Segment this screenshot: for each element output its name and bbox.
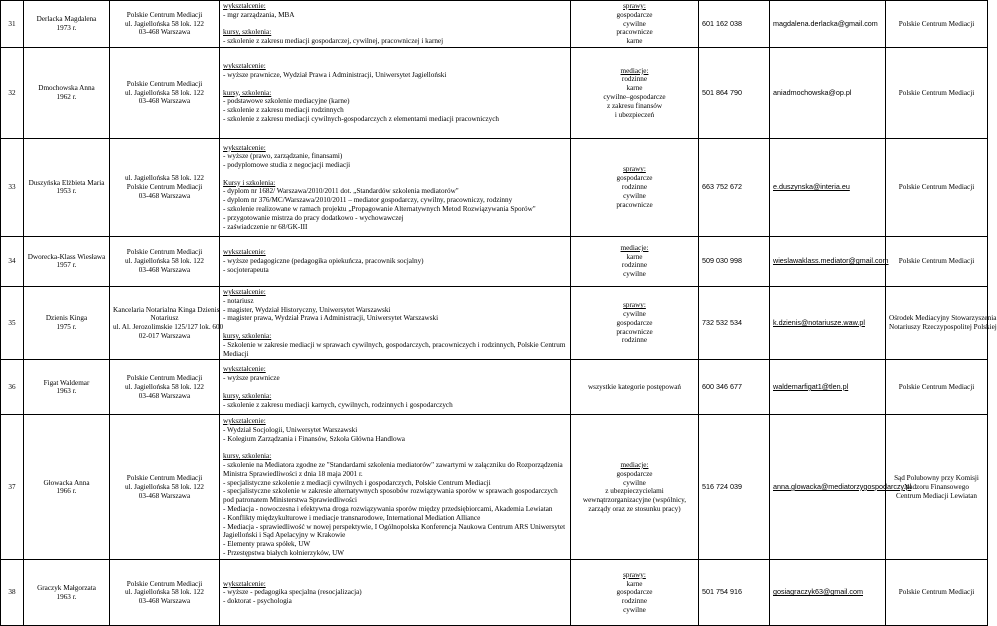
qualifications-cell: [220, 360, 571, 415]
address-line: ul. Jagiellońska 58 lok. 122: [124, 88, 205, 97]
case-type: cywilne–gospodarcze: [603, 92, 666, 101]
case-type: karne: [626, 37, 643, 46]
qualifications-cell: [220, 138, 571, 236]
case-type: rodzinne: [621, 597, 648, 606]
table-row: [1, 286, 988, 359]
case-type: gospodarcze: [616, 10, 653, 19]
organization-line: Polskie Centrum Mediacji: [898, 382, 975, 391]
organization-line: Polskie Centrum Mediacji: [898, 183, 975, 192]
birth-year: 1963 r.: [56, 592, 77, 601]
phone-cell: [699, 236, 770, 286]
row-number: 34: [8, 257, 16, 266]
spacer: [223, 443, 567, 452]
qualifications-cell: [220, 47, 571, 138]
row-number: 38: [8, 588, 16, 597]
mediator-name: Graczyk Małgorzata: [37, 584, 96, 593]
organization-cell: [886, 1, 988, 48]
row-number: 36: [8, 382, 16, 391]
row-number: 32: [8, 88, 16, 97]
address-line: Polskie Centrum Mediacji: [126, 579, 203, 588]
course-item: - szkolenie z zakresu mediacji karnych, cywilnych, rodzinnych i gospodarczych: [223, 400, 453, 409]
row-number-cell: [1, 560, 24, 626]
course-item: - szkolenie na Mediatora zgodne ze "Standardami szkolenia mediatorów" zawartymi w załączniku do Rozporządzenia Ministra Sprawiedliwości z dnia 18 maja 2001 r.: [223, 460, 563, 478]
table-row: [1, 415, 988, 560]
email-link[interactable]: anna.glowacka@mediatorzygospodarczy.pl: [773, 481, 912, 491]
address-line: 02-017 Warszawa: [138, 331, 191, 340]
case-type: cywilne: [623, 270, 646, 279]
organization-cell: [886, 286, 997, 359]
birth-year: 1962 r.: [56, 92, 77, 101]
organization-line: Nadzoru Finansowego: [904, 482, 969, 491]
address-line: Polskie Centrum Mediacji: [126, 474, 203, 483]
case-type: wewnątrzorganizacyjne (wspólnicy,: [582, 496, 687, 505]
case-type: cywilne: [623, 606, 646, 615]
organization-cell: [886, 47, 988, 138]
birth-year: 1963 r.: [56, 387, 77, 396]
email-cell: [770, 1, 886, 48]
birth-year: 1957 r.: [56, 261, 77, 270]
email-cell: [770, 47, 886, 138]
email-cell: [770, 138, 886, 236]
phone-number: 601 162 038: [702, 18, 742, 28]
course-item: - specjalistyczne szkolenie z mediacji cywilnych i gospodarczych, Polskie Centrum Mediacji: [223, 478, 491, 487]
row-number: 37: [8, 482, 16, 491]
phone-number: 509 030 998: [702, 256, 742, 266]
case-type: rodzinne: [621, 261, 648, 270]
address-cell: [110, 47, 220, 138]
row-number: 33: [8, 183, 16, 192]
phone-cell: [699, 1, 770, 48]
education-item: - doktorat - psychologia: [223, 597, 292, 606]
qualifications-cell: [220, 415, 571, 560]
address-line: 03-468 Warszawa: [138, 597, 191, 606]
qualifications-cell: [220, 236, 571, 286]
phone-number: 663 752 672: [702, 182, 742, 192]
mediator-name: Duszyńska Elżbieta Maria: [28, 178, 105, 187]
organization-line: Polskie Centrum Mediacji: [898, 588, 975, 597]
case-type: z zakresu finansów: [606, 101, 663, 110]
education-label: wykształcenie:: [223, 143, 266, 152]
email-link[interactable]: k.dzienis@notariusze.waw.pl: [773, 317, 865, 327]
phone-number: 732 532 534: [702, 317, 742, 327]
email-cell: [770, 286, 886, 359]
education-label: wykształcenie:: [223, 416, 266, 425]
case-types-cell: [571, 138, 699, 236]
course-item: - szkolenie realizowane w ramach projektu „Propagowanie Alternatywnych Metod Rozwiązywania Sporów": [223, 205, 536, 214]
email-link[interactable]: waldemarfigat1@tlen.pl: [773, 381, 849, 391]
row-number-cell: [1, 286, 24, 359]
phone-number: 600 346 677: [702, 381, 742, 391]
organization-cell: [886, 360, 988, 415]
education-label: wykształcenie:: [223, 62, 266, 71]
birth-year: 1973 r.: [56, 23, 77, 32]
qualifications-cell: [220, 286, 571, 359]
course-item: - dyplom nr 376/MC/Warszawa/2010/2011 – mediator gospodarczy, cywilny, pracowniczy, rodzinny: [223, 196, 513, 205]
case-types-label: mediacje:: [620, 460, 649, 469]
row-number-cell: [1, 415, 24, 560]
row-number-cell: [1, 360, 24, 415]
case-types-cell: [571, 360, 699, 415]
case-types-cell: [571, 415, 699, 560]
address-line: Polskie Centrum Mediacji: [126, 183, 203, 192]
education-label: wykształcenie:: [223, 287, 266, 296]
case-type: rodzinne: [621, 75, 648, 84]
education-label: wykształcenie:: [223, 579, 266, 588]
case-type: wszystkie kategorie postępowań: [587, 382, 681, 391]
table-row: [1, 560, 988, 626]
course-item: - specjalistyczne szkolenie w zakresie alternatywnych sposobów rozwiązywania sporów w sprawach gospodarczych pod patronatem Ministerstwa Sprawiedliwości: [223, 487, 558, 505]
name-cell: [24, 360, 110, 415]
address-line: ul. Al. Jerozolimskie 125/127 lok. 600: [113, 323, 224, 332]
course-item: - Mediacja - nowoczesna i efektywna droga rozwiązywania sporów między przedsiębiorcami, Akademia Lewiatan: [223, 504, 553, 513]
name-cell: [24, 1, 110, 48]
address-line: ul. Jagiellońska 58 lok. 122: [124, 482, 205, 491]
case-type: pracownicze: [616, 200, 653, 209]
address-cell: [110, 415, 220, 560]
table-body: [1, 1, 997, 626]
mediator-name: Dworecka-Klass Wiesława: [27, 252, 106, 261]
case-types-label: sprawy:: [623, 165, 646, 174]
case-type: gospodarcze: [616, 588, 653, 597]
email-cell: [770, 236, 889, 286]
case-type: cywilne: [623, 478, 646, 487]
spacer: [223, 80, 567, 89]
education-label: wykształcenie:: [223, 365, 266, 374]
case-type: cywilne: [623, 309, 646, 318]
address-cell: [110, 138, 220, 236]
address-line: 03-468 Warszawa: [138, 391, 191, 400]
phone-number: 501 754 916: [702, 587, 742, 597]
education-item: - mgr zarządzania, MBA: [223, 10, 295, 19]
spacer: [223, 383, 567, 392]
phone-cell: [699, 360, 770, 415]
case-type: karne: [626, 252, 643, 261]
case-types-cell: [571, 1, 699, 48]
organization-line: Polskie Centrum Mediacji: [898, 257, 975, 266]
address-line: Kancelaria Notarialna Kinga Dzienis: [113, 305, 220, 314]
name-cell: [24, 236, 110, 286]
table-row: [1, 1, 988, 48]
phone-cell: [699, 560, 770, 626]
address-cell: [110, 560, 220, 626]
mediator-name: Derlacka Magdalena: [36, 15, 97, 24]
email-link[interactable]: magdalena.derlacka@gmail.com: [773, 18, 878, 28]
course-item: - dyplom nr 1682/ Warszawa/2010/2011 dot. „Standardów szkolenia mediatorów": [223, 187, 459, 196]
course-item: - podstawowe szkolenie mediacyjne (karne): [223, 97, 350, 106]
education-item: - wyższe pedagogiczne (pedagogika opiekuńcza, pracownik socjalny): [223, 257, 424, 266]
education-item: - Wydział Socjologii, Uniwersytet Warszawski: [223, 425, 358, 434]
phone-cell: [699, 286, 770, 359]
address-line: 03-468 Warszawa: [138, 491, 191, 500]
address-cell: [110, 286, 224, 359]
course-item: - Konflikty międzykulturowe i mediacje transnarodowe, International Mediation Alliance: [223, 513, 481, 522]
phone-cell: [699, 138, 770, 236]
case-types-label: mediacje:: [620, 66, 649, 75]
case-type: karne: [626, 579, 643, 588]
case-type: i ubezpieczeń: [614, 110, 655, 119]
courses-label: kursy, szkolenia:: [223, 28, 272, 37]
course-item: - szkolenie z zakresu mediacji cywilnych-gospodarczych z elementami mediacji pracowniczych: [223, 114, 499, 123]
courses-label: kursy, szkolenia:: [223, 331, 272, 340]
organization-line: Notariuszy Rzeczypospolitej Polskiej: [889, 323, 997, 332]
address-line: ul. Jagiellońska 58 lok. 122: [124, 588, 205, 597]
phone-number: 516 724 039: [702, 481, 742, 491]
row-number-cell: [1, 138, 24, 236]
address-line: 03-468 Warszawa: [138, 28, 191, 37]
case-type: gospodarcze: [616, 174, 653, 183]
address-cell: [110, 236, 220, 286]
organization-line: Sąd Polubowny przy Komisji: [894, 474, 979, 483]
education-item: - Kolegium Zarządzania i Finansów, Szkoła Główna Handlowa: [223, 434, 405, 443]
education-item: - wyższe (prawo, zarządzanie, finansami): [223, 152, 343, 161]
case-types-label: sprawy:: [623, 570, 646, 579]
address-cell: [110, 360, 220, 415]
mediator-name: Dzienis Kinga: [45, 314, 88, 323]
birth-year: 1953 r.: [56, 187, 77, 196]
case-type: gospodarcze: [616, 469, 653, 478]
address-line: 03-468 Warszawa: [138, 97, 191, 106]
birth-year: 1966 r.: [56, 487, 77, 496]
name-cell: [24, 560, 110, 626]
phone-number: 501 864 790: [702, 87, 742, 97]
education-item: - notariusz: [223, 296, 254, 305]
address-cell: [110, 1, 220, 48]
education-item: - wyższe prawnicze: [223, 374, 280, 383]
phone-cell: [699, 415, 770, 560]
course-item: - Mediacja - sprawiedliwość w nowej perspektywie, I Ogólnopolska Konferencja Naukowa Centrum ARS Uniwersytet Jagielloński i Sąd Apelacyjny w Krakowie: [223, 522, 566, 540]
name-cell: [24, 286, 110, 359]
phone-cell: [699, 47, 770, 138]
case-type: pracownicze: [616, 327, 653, 336]
email-link[interactable]: gosiagraczyk63@gmail.com: [773, 587, 863, 597]
courses-label: kursy, szkolenia:: [223, 391, 272, 400]
name-cell: [24, 138, 110, 236]
table-row: [1, 360, 988, 415]
course-item: - zaświadczenie nr 68/GK-III: [223, 222, 308, 231]
course-item: - przygotowanie mistrza do pracy dodatkowo - wychowawczej: [223, 213, 404, 222]
case-type: cywilne: [623, 191, 646, 200]
spacer: [223, 323, 567, 332]
name-cell: [24, 47, 110, 138]
case-types-label: mediacje:: [620, 243, 649, 252]
course-item: - Elementy prawa spółek, UW: [223, 540, 311, 549]
case-type: cywilne: [623, 19, 646, 28]
row-number-cell: [1, 236, 24, 286]
education-item: - wyższe - pedagogika specjalna (resocjalizacja): [223, 588, 362, 597]
case-type: rodzinne: [621, 183, 648, 192]
email-link[interactable]: wieslawaklass.mediator@gmail.com: [773, 256, 889, 266]
courses-label: kursy, szkolenia:: [223, 452, 272, 461]
birth-year: 1975 r.: [56, 323, 77, 332]
case-type: gospodarcze: [616, 318, 653, 327]
education-label: wykształcenie:: [223, 2, 266, 10]
mediator-name: Figat Waldemar: [43, 378, 90, 387]
address-line: Polskie Centrum Mediacji: [126, 248, 203, 257]
courses-label: kursy, szkolenia:: [223, 88, 272, 97]
address-line: Polskie Centrum Mediacji: [126, 10, 203, 19]
address-line: Polskie Centrum Mediacji: [126, 374, 203, 383]
case-types-label: sprawy:: [623, 2, 646, 10]
education-item: - socjoterapeuta: [223, 265, 269, 274]
row-number-cell: [1, 1, 24, 48]
organization-cell: [886, 560, 988, 626]
course-item: - Szkolenie w zakresie mediacji w sprawach cywilnych, gospodarczych, pracowniczych i rodzinnych, Polskie Centrum Mediacji: [223, 340, 566, 358]
email-cell: [770, 415, 912, 560]
table-row: [1, 47, 988, 138]
row-number: 31: [8, 19, 16, 28]
case-type: rodzinne: [621, 336, 648, 345]
email-cell: [770, 560, 886, 626]
organization-line: Ośrodek Mediacyjny Stowarzyszenia: [889, 314, 997, 323]
address-line: Polskie Centrum Mediacji: [126, 79, 203, 88]
row-number: 35: [8, 318, 16, 327]
address-line: ul. Jagiellońska 58 lok. 122: [124, 174, 205, 183]
education-item: - magister, Wydział Historyczny, Uniwersytet Warszawski: [223, 305, 391, 314]
qualifications-cell: [220, 560, 571, 626]
email-link[interactable]: aniadmochowska@op.pl: [773, 87, 852, 97]
case-types-label: sprawy:: [623, 301, 646, 310]
organization-cell: [886, 138, 988, 236]
course-item: - szkolenie z zakresu mediacji rodzinnych: [223, 106, 344, 115]
education-label: wykształcenie:: [223, 248, 266, 257]
name-cell: [24, 415, 110, 560]
address-line: ul. Jagiellońska 58 lok. 122: [124, 19, 205, 28]
organization-line: Centrum Mediacji Lewiatan: [895, 491, 978, 500]
case-type: karne: [626, 84, 643, 93]
organization-cell: [886, 236, 988, 286]
case-types-cell: [571, 236, 699, 286]
address-line: Notariusz: [150, 314, 179, 323]
case-type: pracownicze: [616, 28, 653, 37]
address-line: 03-468 Warszawa: [138, 191, 191, 200]
education-item: - podyplomowe studia z negocjacji mediacji: [223, 161, 351, 170]
qualifications-cell: [220, 1, 571, 48]
case-types-cell: [571, 286, 699, 359]
table-row: [1, 236, 988, 286]
spacer: [223, 20, 567, 29]
email-link[interactable]: e.duszynska@interia.eu: [773, 182, 850, 192]
organization-line: Polskie Centrum Mediacji: [898, 88, 975, 97]
education-item: - wyższe prawnicze, Wydział Prawa i Administracji, Uniwersytet Jagielloński: [223, 70, 447, 79]
case-types-cell: [571, 560, 699, 626]
case-type: zarządy oraz ze stosunku pracy): [588, 504, 681, 513]
mediator-name: Głowacka Anna: [43, 478, 90, 487]
row-number-cell: [1, 47, 24, 138]
organization-line: Polskie Centrum Mediacji: [898, 19, 975, 28]
email-cell: [770, 360, 886, 415]
case-type: z ubezpieczycielami: [605, 487, 664, 496]
spacer: [223, 170, 567, 179]
address-line: 03-468 Warszawa: [138, 265, 191, 274]
address-line: ul. Jagiellońska 58 lok. 122: [124, 382, 205, 391]
courses-label: Kursy i szkolenia:: [223, 178, 276, 187]
mediator-name: Dmochowska Anna: [38, 84, 95, 93]
course-item: - Przestępstwa białych kołnierzyków, UW: [223, 548, 345, 557]
address-line: ul. Jagiellońska 58 lok. 122: [124, 257, 205, 266]
case-types-cell: [571, 47, 699, 138]
course-item: - szkolenie z zakresu mediacji gospodarczej, cywilnej, pracowniczej i karnej: [223, 37, 444, 46]
table-row: [1, 138, 988, 236]
education-item: - magister prawa, Wydział Prawa i Administracji, Uniwersytet Warszawski: [223, 314, 439, 323]
